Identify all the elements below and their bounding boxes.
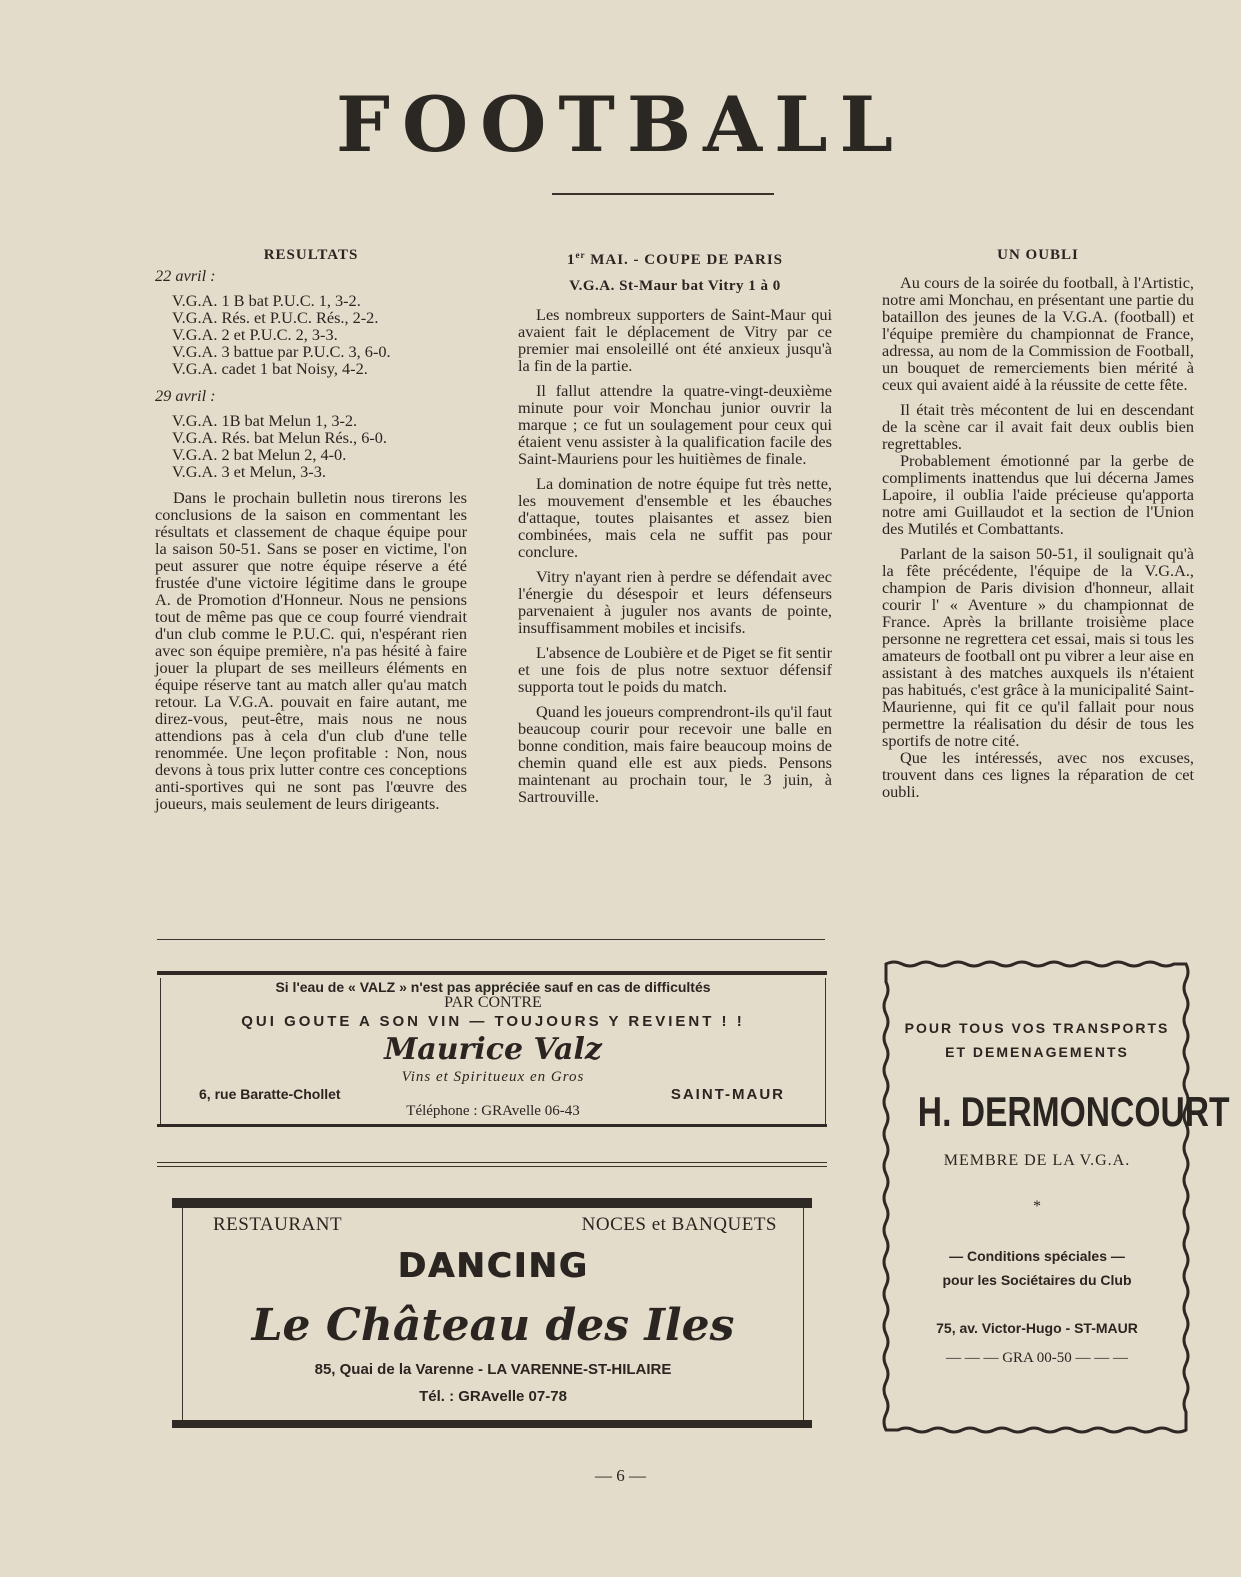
dermoncourt-phone: — — — GRA 00-50 — — —: [945, 1350, 1129, 1366]
oubli-column: [882, 246, 1194, 808]
result-item: V.G.A. 1B bat Melun 1, 3-2.: [172, 411, 358, 430]
oubli-paragraph: Probablement émotionné par la gerbe de compliments inattendus que lui décerna James Lapoire, il oublia l'aide précieuse qu'apporta notre ami Guillaudot et la section de l'Union des Mutilés et Combattants.: [882, 451, 1194, 538]
coupe-paragraph: Il fallut attendre la quatre-vingt-deuxième minute pour voir Monchau junior ouvrir la marque ; ce fut un soulagement pour ceux qui étaient venu assister à la qualification facile des Saint-Mauriens pour les huitièmes de finale.: [518, 381, 832, 468]
coupe-subheading: V.G.A. St-Maur bat Vitry 1 à 0: [569, 278, 781, 294]
dermoncourt-line1: POUR TOUS VOS TRANSPORTS: [904, 1020, 1170, 1036]
date-29-april: 29 avril :: [155, 386, 216, 405]
dermoncourt-cond1: — Conditions spéciales —: [949, 1248, 1125, 1264]
oubli-paragraph: Parlant de la saison 50-51, il soulignait qu'à la fête précédente, l'équipe de la V.G.A., champion de Paris division d'honneur, allait courir l' « Aventure » du championnat de France. Après la brillante troisième place personne ne regrettera cet essai, mais si tous les amateurs de football ont pu vibrer a leur aise en assistant à des matches auxquels ils n'étaient pas habitués, c'est grâce à la municipalité Saint-Maurienne, qui fit ce qu'il fallait pour nous permettre la réalisation du désir de tous les sportifs de notre cité.: [882, 544, 1194, 750]
result-item: V.G.A. 3 battue par P.U.C. 3, 6-0.: [172, 342, 391, 361]
results-heading: RESULTATS: [263, 247, 359, 263]
date-22-april: 22 avril :: [155, 266, 216, 285]
separator-rule: [157, 1166, 827, 1167]
results-list-22: [172, 292, 467, 377]
results-list-29: [172, 412, 467, 480]
valz-name: Maurice Valz: [384, 1032, 602, 1067]
page-title: FOOTBALL: [336, 80, 905, 169]
coupe-heading: [518, 246, 832, 269]
valz-ad: [160, 978, 826, 1124]
chateau-bottom-bar: [172, 1420, 812, 1428]
oubli-paragraph: Il était très mécontent de lui en descendant de la scène car il avait fait deux oublis bien regrettables.: [882, 400, 1194, 453]
coupe-paragraph: Les nombreux supporters de Saint-Maur qui avaient fait le déplacement de Vitry par ce premier mai ensoleillé ont été anxieux jusqu'à la fin de la partie.: [518, 305, 832, 375]
valz-address: 6, rue Baratte-Chollet: [199, 1086, 341, 1102]
results-paragraph: Dans le prochain bulletin nous tirerons les conclusions de la saison en commentant les résultats et classement de chaque équipe pour la saison 50-51. Sans se poser en victime, l'on peut assurer que notre équipe réserve a été frustée d'une victoire légitime dans le groupe A. de Promotion d'Honneur. Nous ne pensions tout de même pas que ce coup fourré viendrait d'un club comme le P.U.C. qui, n'espérant rien avec son équipe première, n'a pas hésité à faire jouer la plupart de ses meilleurs éléments en équipe réserve tant au match aller qu'au match retour. La V.G.A. pouvait en faire autant, me direz-vous, peut-être, mais nous ne nous attendions pas à cela d'un club d'une telle renommée. Une leçon profitable : Non, nous devons à tous prix lutter contre ces conceptions anti-sportives qui ne sont pas l'œuvre des joueurs, mais seulement de leurs dirigeants.: [155, 488, 467, 813]
dermoncourt-ad: [888, 1018, 1230, 1428]
heading-superscript: er: [575, 250, 586, 260]
result-item: V.G.A. cadet 1 bat Noisy, 4-2.: [172, 359, 368, 378]
heading-rest: MAI. - COUPE DE PARIS: [585, 252, 784, 268]
result-item: V.G.A. Rés. bat Melun Rés., 6-0.: [172, 428, 387, 447]
dermoncourt-member: MEMBRE DE LA V.G.A.: [943, 1152, 1131, 1169]
valz-city: SAINT-MAUR: [670, 1086, 785, 1103]
coupe-paragraph: Vitry n'ayant rien à perdre se défendait avec l'énergie du désespoir et leurs défenseurs parvenaient à juguler nos avants de pointe, insuffisamment mobiles et incisifs.: [518, 567, 832, 637]
chateau-phone: Tél. : GRAvelle 07-78: [419, 1388, 567, 1405]
coupe-paragraph: Quand les joueurs comprendront-ils qu'il faut beaucoup courir pour recevoir une balle en bonne condition, mais faire beaucoup moins de chemin quand elle est aux pieds. Pensons maintenant au prochain tour, le 3 juin, à Sartrouville.: [518, 702, 832, 806]
valz-line3: QUI GOUTE A SON VIN — TOUJOURS Y REVIENT ! !: [241, 1013, 745, 1030]
oubli-heading: UN OUBLI: [997, 247, 1079, 263]
result-item: V.G.A. 3 et Melun, 3-3.: [172, 462, 326, 481]
dermoncourt-cond2: pour les Sociétaires du Club: [942, 1272, 1132, 1288]
valz-top-bar: [157, 971, 827, 975]
chateau-ad: [182, 1208, 804, 1420]
dermoncourt-address: 75, av. Victor-Hugo - ST-MAUR: [936, 1320, 1138, 1336]
valz-tagline: Vins et Spiritueux en Gros: [401, 1069, 585, 1085]
chateau-top-bar: [172, 1198, 812, 1208]
result-item: V.G.A. 1 B bat P.U.C. 1, 3-2.: [172, 291, 361, 310]
chateau-name: Le Château des Iles: [251, 1300, 735, 1351]
valz-bottom-bar: [157, 1124, 827, 1127]
chateau-address: 85, Quai de la Varenne - LA VARENNE-ST-HILAIRE: [314, 1361, 672, 1378]
chateau-restaurant: RESTAURANT: [213, 1214, 343, 1235]
result-item: V.G.A. Rés. et P.U.C. Rés., 2-2.: [172, 308, 379, 327]
dermoncourt-name: H. DERMONCOURT: [917, 1088, 1230, 1135]
column-separator-rule: [157, 939, 825, 940]
coupe-paragraph: La domination de notre équipe fut très nette, les mouvement d'ensemble et les ébauches d'attaque, toutes plaisantes et assez bien combinées, mais cela ne suffit pas pour conclure.: [518, 474, 832, 561]
star-icon: *: [1033, 1198, 1041, 1215]
oubli-paragraph: Au cours de la soirée du football, à l'Artistic, notre ami Monchau, en présentant une partie du bataillon des jeunes de la V.G.A. (football) et l'équipe première du championnat de France, adressa, au nom de la Commission de Football, un bouquet de remerciements bien mérité à ceux qui avaient aidé à la réussite de cette fête.: [882, 273, 1194, 394]
chateau-noces: NOCES et BANQUETS: [581, 1214, 777, 1235]
separator-rule: [157, 1162, 827, 1163]
result-item: V.G.A. 2 et P.U.C. 2, 3-3.: [172, 325, 338, 344]
results-column: [155, 246, 467, 820]
coupe-paragraph: L'absence de Loubière et de Piget se fit sentir et une fois de plus notre sextuor défensif supporta tout le poids du match.: [518, 643, 832, 696]
valz-phone: Téléphone : GRAvelle 06-43: [406, 1103, 580, 1119]
oubli-paragraph: Que les intéressés, avec nos excuses, trouvent dans ces lignes la réparation de cet oubli.: [882, 748, 1194, 801]
chateau-dancing: DANCING: [397, 1246, 589, 1286]
valz-line2: PAR CONTRE: [444, 994, 542, 1011]
title-rule: [552, 193, 774, 195]
valz-line1: Si l'eau de « VALZ » n'est pas appréciée sauf en cas de difficultés: [275, 979, 711, 995]
coupe-column: [518, 246, 832, 813]
heading-number: 1: [566, 252, 576, 268]
page-number: — 6 —: [595, 1466, 646, 1485]
dermoncourt-line2: ET DEMENAGEMENTS: [945, 1044, 1129, 1060]
result-item: V.G.A. 2 bat Melun 2, 4-0.: [172, 445, 347, 464]
